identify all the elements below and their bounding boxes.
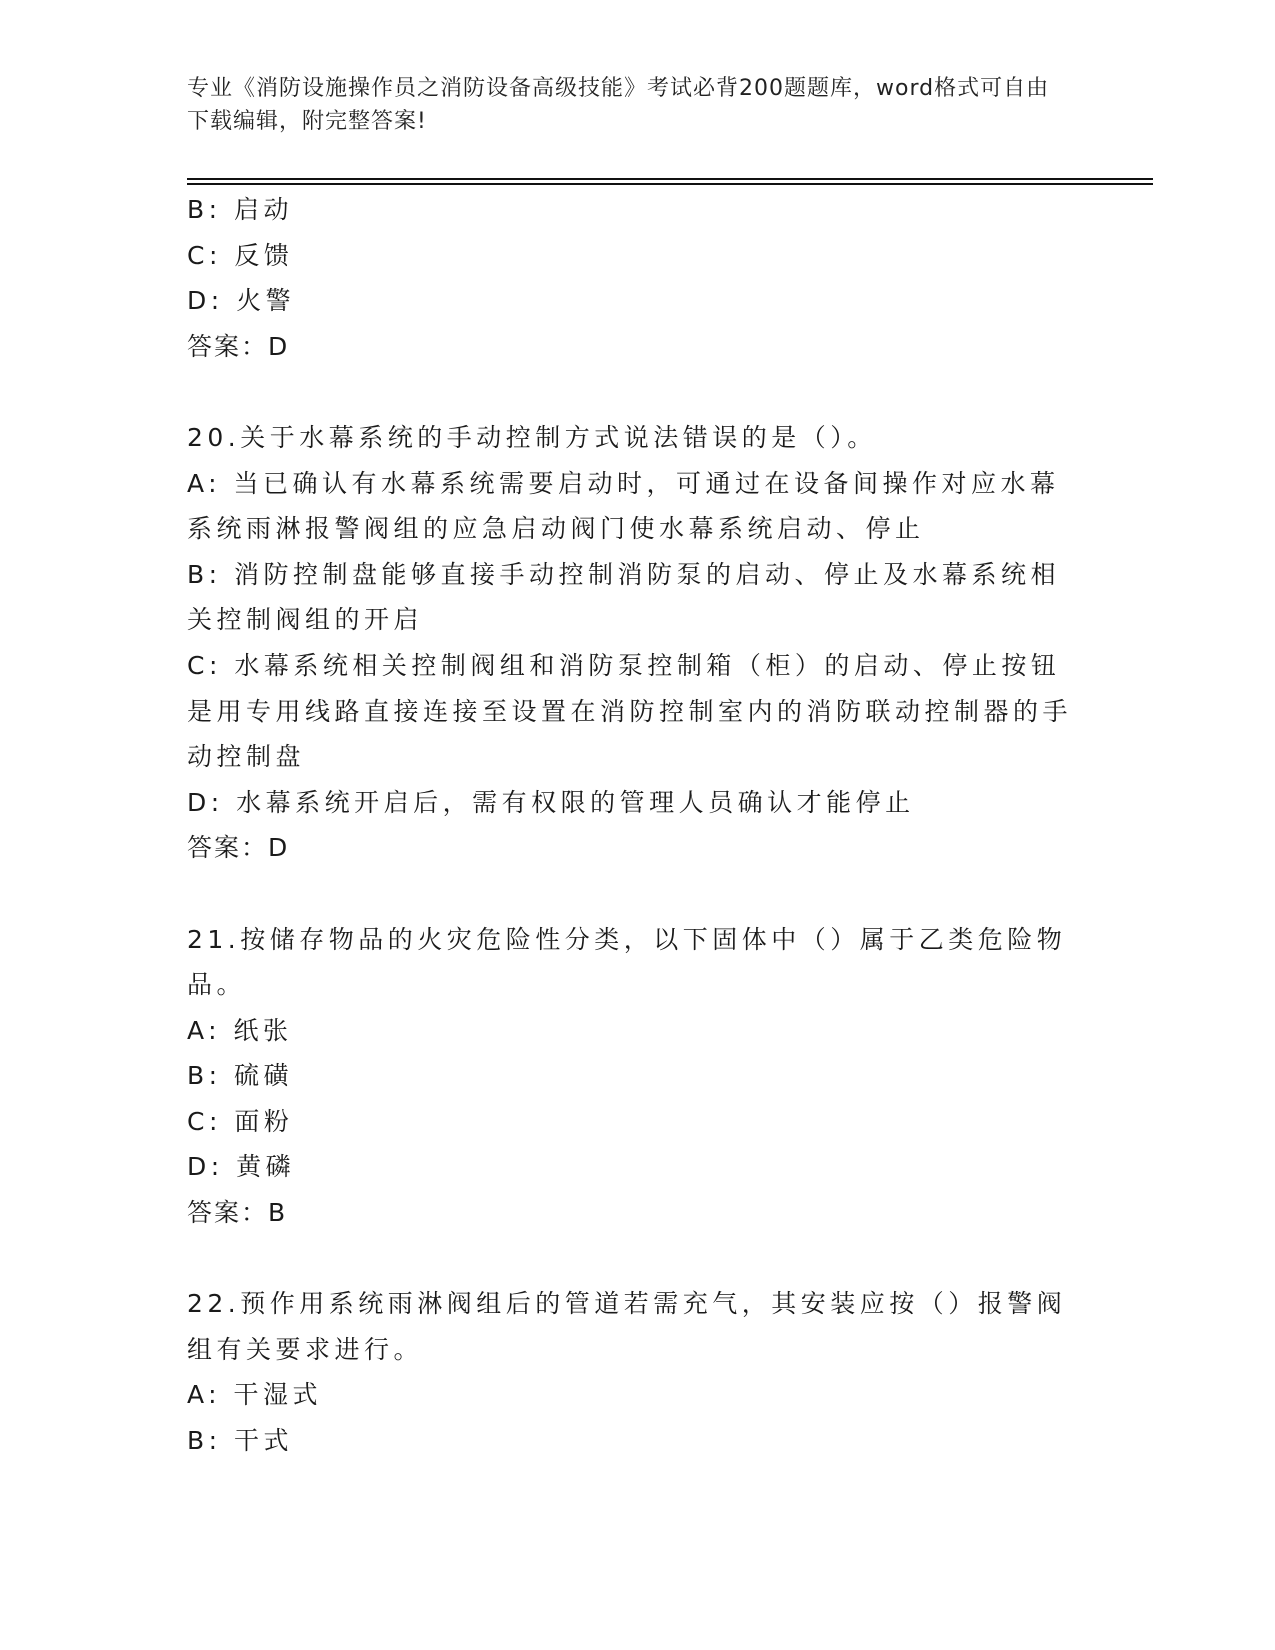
question-stem: 21.按储存物品的火灾危险性分类，以下固体中（）属于乙类危险物品。 xyxy=(187,924,1067,1000)
header-divider-bottom xyxy=(187,183,1153,185)
option-c: C: 面粉 xyxy=(187,1106,294,1136)
option-a: A: 纸张 xyxy=(187,1015,293,1045)
question-19-continued xyxy=(187,187,1087,369)
option-b: B: 干式 xyxy=(187,1426,294,1456)
spacer xyxy=(187,1236,1087,1282)
header-title: 专业《消防设施操作员之消防设备高级技能》考试必背200题题库，word格式可自由下载编辑，附完整答案! xyxy=(187,76,1050,134)
option-d: D: 火警 xyxy=(187,286,296,316)
option-b: B: 消防控制盘能够直接手动控制消防泵的启动、停止及水幕系统相关控制阀组的开启 xyxy=(187,559,1061,635)
option-c: C: 水幕系统相关控制阀组和消防泵控制箱（柜）的启动、停止按钮是用专用线路直接连接至设置在消防控制室内的消防联动控制器的手动控制盘 xyxy=(187,650,1073,772)
question-stem: 22.预作用系统雨淋阀组后的管道若需充气，其安装应按（）报警阀组有关要求进行。 xyxy=(187,1289,1067,1364)
option-a: A: 干湿式 xyxy=(187,1380,323,1410)
answer-line: 答案：D xyxy=(187,833,290,863)
answer-line: 答案：D xyxy=(187,331,290,361)
option-d: D: 水幕系统开启后，需有权限的管理人员确认才能停止 xyxy=(187,787,915,817)
option-d: D: 黄磷 xyxy=(187,1152,296,1182)
option-b: B: 硫磺 xyxy=(187,1061,294,1091)
option-b: B: 启动 xyxy=(187,195,294,224)
question-22 xyxy=(187,1281,1087,1463)
document-header xyxy=(187,72,1067,138)
question-stem: 20.关于水幕系统的手动控制方式说法错误的是（）。 xyxy=(187,422,877,452)
question-20 xyxy=(187,415,1087,871)
document-body xyxy=(187,187,1087,1464)
spacer xyxy=(187,369,1087,415)
header-divider-top xyxy=(187,178,1153,180)
spacer xyxy=(187,871,1087,917)
question-21 xyxy=(187,917,1087,1236)
answer-line: 答案：B xyxy=(187,1198,288,1228)
option-c: C: 反馈 xyxy=(187,240,294,270)
option-a: A: 当已确认有水幕系统需要启动时，可通过在设备间操作对应水幕系统雨淋报警阀组的应急启动阀门使水幕系统启动、停止 xyxy=(187,468,1060,544)
